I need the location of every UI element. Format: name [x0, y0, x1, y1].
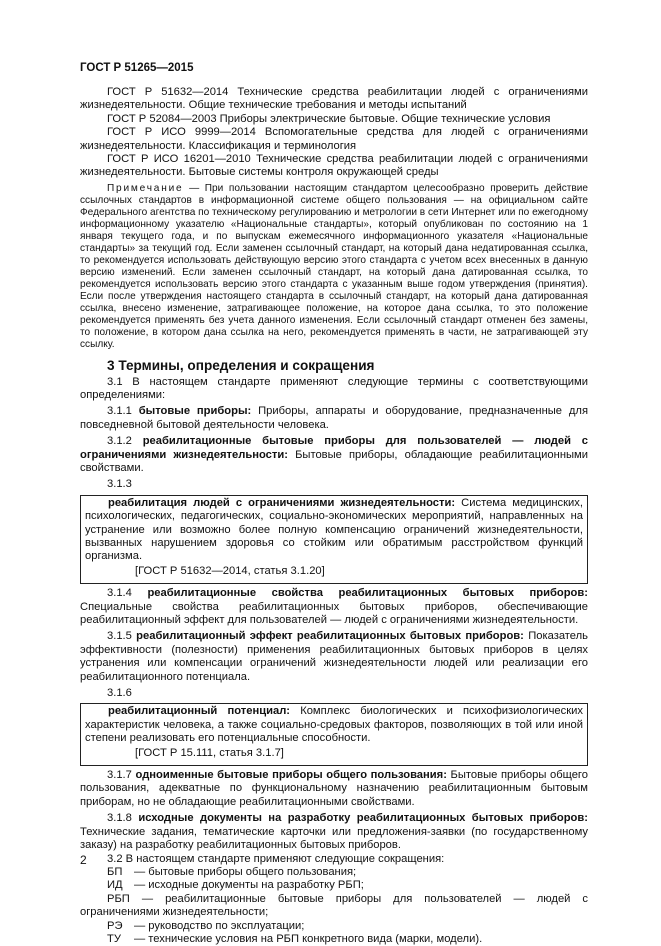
- term-name: реабилитация людей с ограничениями жизнедеятельности:: [108, 496, 456, 509]
- term-3-1-8: [80, 812, 588, 852]
- note-text: — При пользовании настоящим стандартом целесообразно проверить действие ссылочных стандартов в информационной системе общего пользования — на официальном сайте Федерального агентства по техническому регулированию и метрологии в сети Интернет или по ежегодному информационному указателю «Национальные стандарты», который опубликован по состоянию на 1 января текущего года, и по выпускам ежемесячного информационного указателя «Национальные стандарты» за текущий год. Если заменен ссылочный стандарт, на который дана недатированная ссылка, то рекомендуется использовать действующую версию этого стандарта с учетом всех внесенных в данную версию изменений. Если заменен ссылочный стандарт, на который дана датированная ссылка, то рекомендуется использовать версию этого стандарта с указанным выше годом утверждения (принятия). Если после утверждения настоящего стандарта в ссылочный стандарт, на который дана датированная ссылка, внесено изменение, затрагивающее положение, на которое дана ссылка, то это положение рекомендуется применять без учета данного изменения. Если ссылочный стандарт отменен без замены, то положение, в котором дана ссылка на него, рекомендуется применять в части, не затрагивающей эту ссылку.: [80, 182, 588, 351]
- term-3-1-2: [80, 435, 588, 475]
- section-intro: 3.1 В настоящем стандарте применяют следующие термины с соответствующими определениями:: [80, 375, 588, 401]
- abbreviation-key: РБП: [107, 892, 130, 905]
- term-3-1-7: [80, 769, 588, 809]
- term-name: одноименные бытовые приборы общего пользования:: [135, 769, 447, 782]
- term-definition: Приборы, аппараты и оборудование, предназначенные для повседневной бытовой деятельности человека.: [80, 405, 588, 431]
- abbreviation-row: [80, 893, 588, 920]
- term-box-3-1-3: [80, 495, 588, 584]
- term-source-ref: [ГОСТ Р 15.111, статья 3.1.7]: [135, 746, 284, 759]
- term-definition: Бытовые приборы, обладающие реабилитационными свойствами.: [80, 448, 588, 474]
- term-definition: Специальные свойства реабилитационных бытовых приборов, обеспечивающие реабилитационный эффект для пользователей — людей с ограничениями жизнедеятельности.: [80, 600, 588, 626]
- normative-ref: ГОСТ Р 51632—2014 Технические средства реабилитации людей с ограничениями жизнедеятельности. Общие технические требования и методы испытаний: [80, 86, 588, 112]
- document-header: ГОСТ Р 51265—2015: [80, 62, 194, 74]
- term-number-3-1-6: 3.1.6: [107, 687, 132, 700]
- term-source-ref: [ГОСТ Р 51632—2014, статья 3.1.20]: [135, 564, 325, 577]
- page-number: 2: [80, 853, 87, 867]
- normative-ref: ГОСТ Р 52084—2003 Приборы электрические бытовые. Общие технические условия: [107, 112, 551, 125]
- note-label: Примечание: [107, 182, 184, 194]
- term-box-3-1-6: [80, 703, 588, 766]
- term-definition: Бытовые приборы общего пользования, адекватные по функциональному назначению реабилитационным бытовым приборам, но не обладающие реабилитационными свойствами.: [80, 769, 588, 808]
- term-number-3-1-3: 3.1.3: [107, 478, 132, 491]
- abbreviation-row: [80, 866, 588, 879]
- term-3-1-6: [85, 705, 583, 745]
- section-title: 3 Термины, определения и сокращения: [107, 357, 375, 373]
- abbreviation-row: [80, 879, 588, 892]
- abbreviation-key: ТУ: [107, 932, 121, 945]
- abbreviation-key: ИД: [107, 879, 123, 892]
- term-3-1-5: [80, 630, 588, 684]
- term-definition: Комплекс биологических и психофизиологических характеристик человека, а также социально-средовых факторов, позволяющих в той или иной степени реализовать его потенциальные способности.: [85, 705, 583, 745]
- term-number: 3.1.2: [107, 435, 143, 448]
- normative-ref: ГОСТ Р ИСО 16201—2010 Технические средства реабилитации людей с ограничениями жизнедеятельности. Бытовые системы контроля окружающей среды: [80, 153, 588, 179]
- abbreviation-key: РЭ: [107, 919, 123, 932]
- abbreviation-key: БП: [107, 865, 123, 878]
- term-name: исходные документы на разработку реабилитационных бытовых приборов:: [138, 812, 588, 825]
- term-3-1-1: [80, 405, 588, 432]
- term-definition: Система медицинских, психологических, педагогических, социально-экономических мероприятий, направленных на устранение или возможно более полную компенсацию ограничений жизнедеятельности, вызванных нарушением здоровья со стойким или обратимым расстройством функций организма.: [85, 496, 583, 563]
- term-definition: Технические задания, тематические карточки или предложения-заявки (по государственному заказу) на разработку реабилитационных бытовых приборов.: [80, 825, 588, 852]
- abbreviation-value: — технические условия на РБП конкретного вида (марки, модели).: [134, 932, 483, 945]
- abbreviation-value: — руководство по эксплуатации;: [134, 919, 305, 932]
- term-name: реабилитационные бытовые приборы для пользователей — людей с ограничениями жизнедеятельности:: [80, 435, 588, 461]
- abbreviation-row: [80, 920, 588, 933]
- term-3-1-4: [80, 587, 588, 627]
- term-3-1-3: [85, 497, 583, 564]
- term-definition: Показатель эффективности (полезности) применения реабилитационных бытовых приборов в целях устранения или компенсации ограничений жизнедеятельности людей или реализации его реабилитационного потенциала.: [80, 630, 588, 683]
- term-name: бытовые приборы:: [138, 405, 252, 418]
- term-number: 3.1.8: [107, 812, 139, 825]
- note-paragraph: [80, 183, 588, 352]
- term-name: реабилитационный потенциал:: [108, 705, 291, 718]
- term-name: реабилитационный эффект реабилитационных бытовых приборов:: [136, 630, 524, 643]
- term-number: 3.1.5: [107, 630, 137, 643]
- abbreviation-value: — бытовые приборы общего пользования;: [134, 865, 357, 878]
- term-number: 3.1.7: [107, 769, 136, 782]
- term-name: реабилитационные свойства реабилитационных бытовых приборов:: [147, 587, 588, 600]
- document-body: [80, 86, 588, 946]
- normative-ref: ГОСТ Р ИСО 9999—2014 Вспомогательные средства для людей с ограничениями жизнедеятельности. Классификация и терминология: [80, 126, 588, 152]
- abbreviation-value: — исходные документы на разработку РБП;: [134, 879, 364, 892]
- abbreviations-intro: 3.2 В настоящем стандарте применяют следующие сокращения:: [107, 852, 445, 865]
- term-number: 3.1.4: [107, 587, 148, 600]
- term-number: 3.1.1: [107, 405, 139, 418]
- abbreviation-value: — реабилитационные бытовые приборы для пользователей — людей с ограничениями жизнедеятельности;: [80, 892, 589, 919]
